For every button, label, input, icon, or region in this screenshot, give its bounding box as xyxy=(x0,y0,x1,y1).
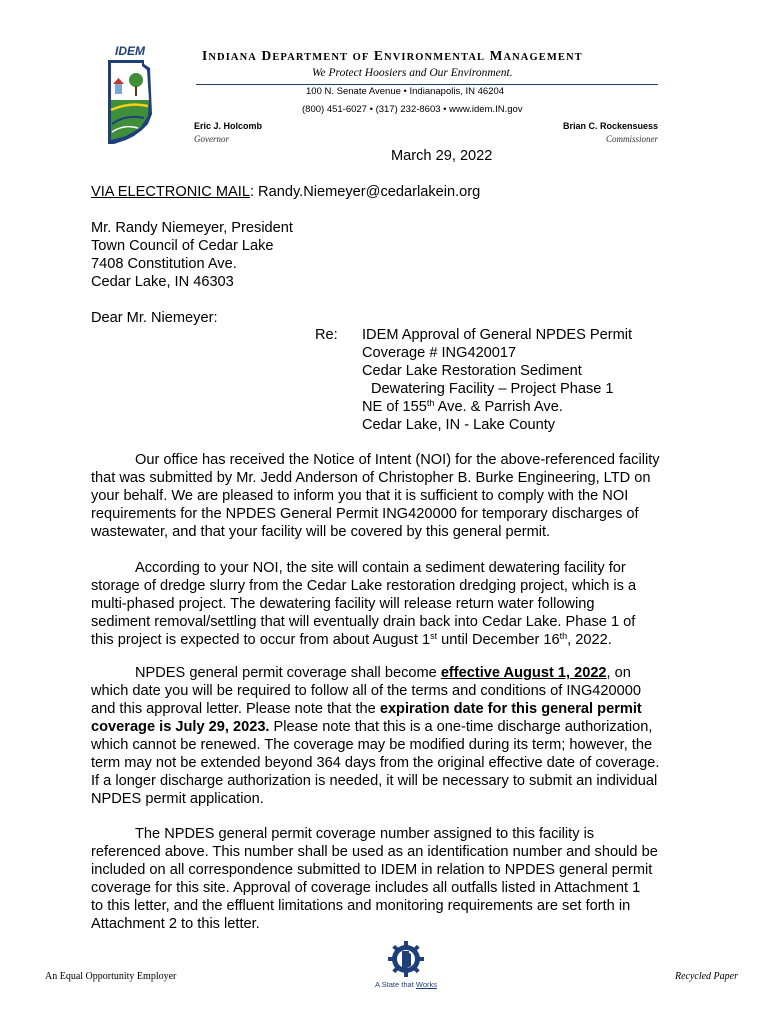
idem-logo-text: IDEM xyxy=(115,44,145,58)
salutation: Dear Mr. Niemeyer: xyxy=(91,310,218,326)
equal-opportunity-notice: An Equal Opportunity Employer xyxy=(45,971,177,982)
recycled-paper-notice: Recycled Paper xyxy=(674,971,738,982)
recipient-name: Mr. Randy Niemeyer, President xyxy=(91,220,293,236)
body-paragraph: According to your NOI, the site will contain a sediment dewatering facility for storage of dredge slurry from the Cedar Lake restoration dredging project, which is a multi-phased project. The dewatering facility will release return water following sediment removal/settling that will eventually drain back into Cedar Lake. Phase 1 of this project is expected to occur from about August 1st until December 16th, 2022. xyxy=(91,560,637,648)
body-paragraph: NPDES general permit coverage shall become effective August 1, 2022, on which date you will be required to follow all of the terms and conditions of ING420000 and this approval letter. Please note that the expiration date for this general permit coverage is July 29, 2023. Please note that this is a one-time discharge authorization, which cannot be renewed. The coverage may be modified during its term; however, the term may not be extended beyond 364 days from the original effective date of coverage. If a longer discharge authorization is needed, it will be necessary to submit an individual NPDES permit application. xyxy=(91,665,660,807)
subject-label: Re: xyxy=(315,327,338,343)
header-divider xyxy=(196,84,658,85)
agency-name: INDIANA DEPARTMENT OF ENVIRONMENTAL MANAGEMENT xyxy=(202,48,583,63)
delivery-method-label: VIA ELECTRONIC MAIL xyxy=(91,184,250,200)
letter-date: March 29, 2022 xyxy=(391,148,493,164)
state-that-works-logo xyxy=(374,940,438,992)
recipient-email: : Randy.Niemeyer@cedarlakein.org xyxy=(249,184,481,200)
body-paragraph: The NPDES general permit coverage number assigned to this facility is referenced above. This number shall be used as an identification number and should be included on all correspondence submitted to IDEM in relation to NPDES general permit coverage for this site. Approval of coverage includes all outfalls listed in Attachment 1 to this letter, and the effluent limitations and monitoring requirements are set forth in Attachment 2 to this letter. xyxy=(91,826,658,932)
agency-tagline: We Protect Hoosiers and Our Environment. xyxy=(312,67,513,79)
subject-line: Dewatering Facility – Project Phase 1 xyxy=(371,381,614,397)
commissioner-title: Commissioner xyxy=(605,134,658,144)
agency-address: 100 N. Senate Avenue • Indianapolis, IN 46204 xyxy=(306,86,505,97)
governor-title: Governor xyxy=(194,134,229,144)
subject-line: Cedar Lake, IN - Lake County xyxy=(362,417,556,433)
state-that-works-text: A State that Works xyxy=(375,980,437,989)
idem-logo xyxy=(104,44,156,148)
agency-contact-line: (800) 451-6027 • (317) 232-8603 • www.idem.IN.gov xyxy=(302,104,523,115)
subject-line: NE of 155th Ave. & Parrish Ave. xyxy=(362,398,563,415)
effective-date: effective August 1, 2022 xyxy=(440,665,607,681)
subject-line: IDEM Approval of General NPDES Permit xyxy=(362,327,633,343)
recipient-city: Cedar Lake, IN 46303 xyxy=(91,274,234,290)
governor-name: Eric J. Holcomb xyxy=(194,121,263,131)
subject-line: Cedar Lake Restoration Sediment xyxy=(362,363,582,379)
delivery-method-line xyxy=(91,183,480,201)
body-paragraph: Our office has received the Notice of Intent (NOI) for the above-referenced facility that was submitted by Mr. Jedd Anderson of Christopher B. Burke Engineering, LTD on your behalf. We are pleased to inform you that it is sufficient to comply with the NOI requirements for the NPDES General Permit ING420000 for temporary discharges of wastewater, and that your facility will be covered by this general permit. xyxy=(91,452,660,540)
recipient-organization: Town Council of Cedar Lake xyxy=(91,238,274,254)
subject-block xyxy=(362,326,632,434)
recipient-street: 7408 Constitution Ave. xyxy=(91,256,237,272)
commissioner-name: Brian C. Rockensuess xyxy=(562,121,658,131)
expiration-date: coverage is July 29, 2023. xyxy=(91,719,270,735)
recipient-address-block xyxy=(91,219,293,291)
subject-line: Coverage # ING420017 xyxy=(362,345,517,361)
gear-icon xyxy=(374,940,438,980)
